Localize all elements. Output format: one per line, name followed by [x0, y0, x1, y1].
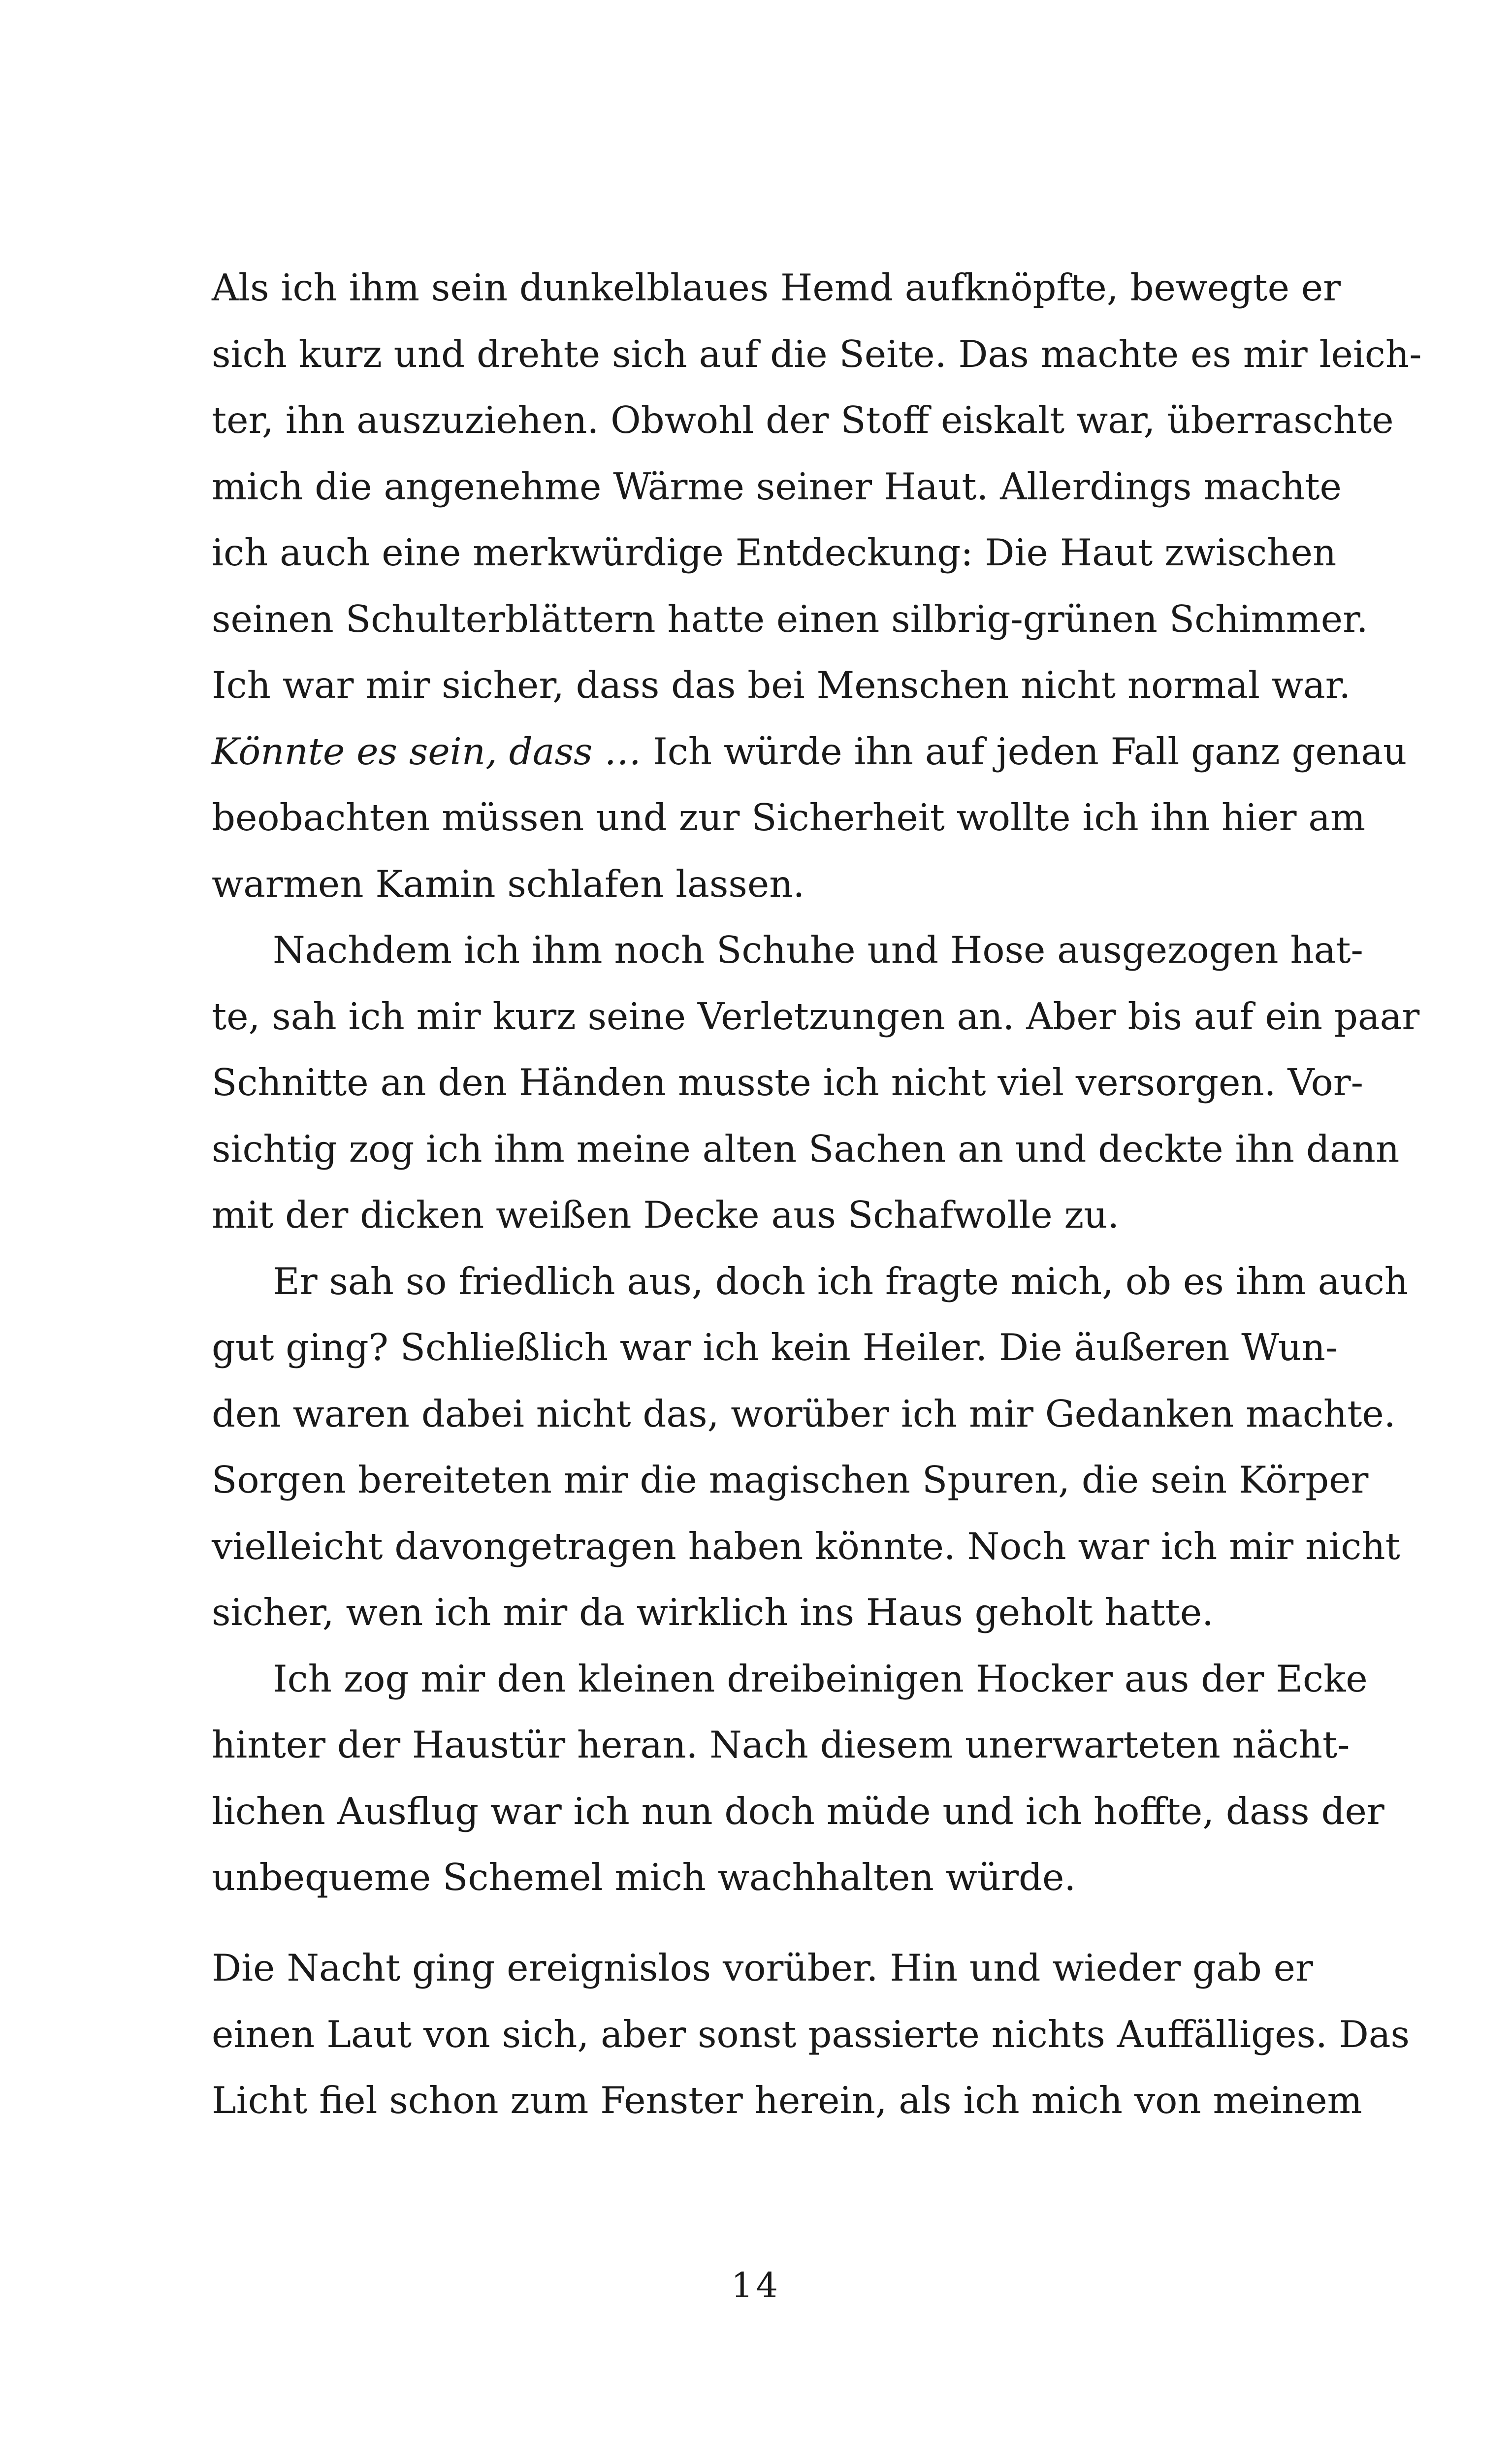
- text-line: sichtig zog ich ihm meine alten Sachen an und deckte ihn dann: [212, 1127, 1400, 1171]
- text-section-2: [212, 1935, 1410, 2134]
- text-line: ter, ihn auszuziehen. Obwohl der Stoff eiskalt war, überraschte: [212, 398, 1394, 442]
- paragraph-3: [212, 1248, 1409, 1646]
- text-line: mich die angenehme Wärme seiner Haut. Allerdings machte: [212, 464, 1342, 508]
- text-line: gut ging? Schließlich war ich kein Heiler. Die äußeren Wun-: [212, 1326, 1338, 1369]
- text-line: hinter der Haustür heran. Nach diesem unerwarteten nächt-: [212, 1723, 1350, 1766]
- text-line: te, sah ich mir kurz seine Verletzungen an. Aber bis auf ein paar: [212, 994, 1420, 1038]
- paragraph-1: [212, 255, 1422, 917]
- paragraph-4: [212, 1646, 1384, 1911]
- paragraph-2: [212, 917, 1420, 1248]
- text-line: Als ich ihm sein dunkelblaues Hemd aufknöpfte, bewegte er: [212, 266, 1341, 309]
- text-line: sicher, wen ich mir da wirklich ins Haus geholt hatte.: [212, 1591, 1214, 1634]
- text-line: vielleicht davongetragen haben könnte. Noch war ich mir nicht: [212, 1524, 1400, 1568]
- text-line: Licht fiel schon zum Fenster herein, als ich mich von meinem: [212, 2079, 1362, 2122]
- text-line: den waren dabei nicht das, worüber ich mir Gedanken machte.: [212, 1392, 1396, 1435]
- text-line: einen Laut von sich, aber sonst passierte nichts Auffälliges. Das: [212, 2012, 1410, 2056]
- text-line: Ich zog mir den kleinen dreibeinigen Hocker aus der Ecke: [273, 1657, 1368, 1700]
- italic-text: Könnte es sein, dass …: [212, 729, 642, 773]
- text-line: ich auch eine merkwürdige Entdeckung: Die Haut zwischen: [212, 531, 1337, 574]
- text-line: unbequeme Schemel mich wachhalten würde.: [212, 1856, 1076, 1899]
- text-line: Ich war mir sicher, dass das bei Menschen nicht normal war.: [212, 663, 1351, 707]
- text-line: sich kurz und drehte sich auf die Seite. Das machte es mir leich-: [212, 332, 1422, 376]
- text-line: seinen Schulterblättern hatte einen silbrig-grünen Schimmer.: [212, 597, 1368, 641]
- text-line: warmen Kamin schlafen lassen.: [212, 862, 805, 906]
- text-span: Ich würde ihn auf jeden Fall ganz genau: [641, 729, 1407, 773]
- paragraph-5: [212, 1935, 1410, 2134]
- text-line: Er sah so friedlich aus, doch ich fragte mich, ob es ihm auch: [273, 1259, 1409, 1303]
- text-line: beobachten müssen und zur Sicherheit wollte ich ihn hier am: [212, 796, 1366, 839]
- text-line: mit der dicken weißen Decke aus Schafwolle zu.: [212, 1193, 1120, 1237]
- text-line: Sorgen bereiteten mir die magischen Spuren, die sein Körper: [212, 1458, 1369, 1501]
- text-line: [212, 718, 1407, 785]
- page-number: 14: [731, 2265, 781, 2306]
- text-line: Nachdem ich ihm noch Schuhe und Hose ausgezogen hat-: [273, 928, 1363, 972]
- text-line: Die Nacht ging ereignislos vorüber. Hin und wieder gab er: [212, 1946, 1313, 1989]
- text-line: Schnitte an den Händen musste ich nicht viel versorgen. Vor-: [212, 1061, 1363, 1104]
- text-section-1: [212, 255, 1422, 1911]
- text-line: lichen Ausflug war ich nun doch müde und ich hoffte, dass der: [212, 1789, 1384, 1833]
